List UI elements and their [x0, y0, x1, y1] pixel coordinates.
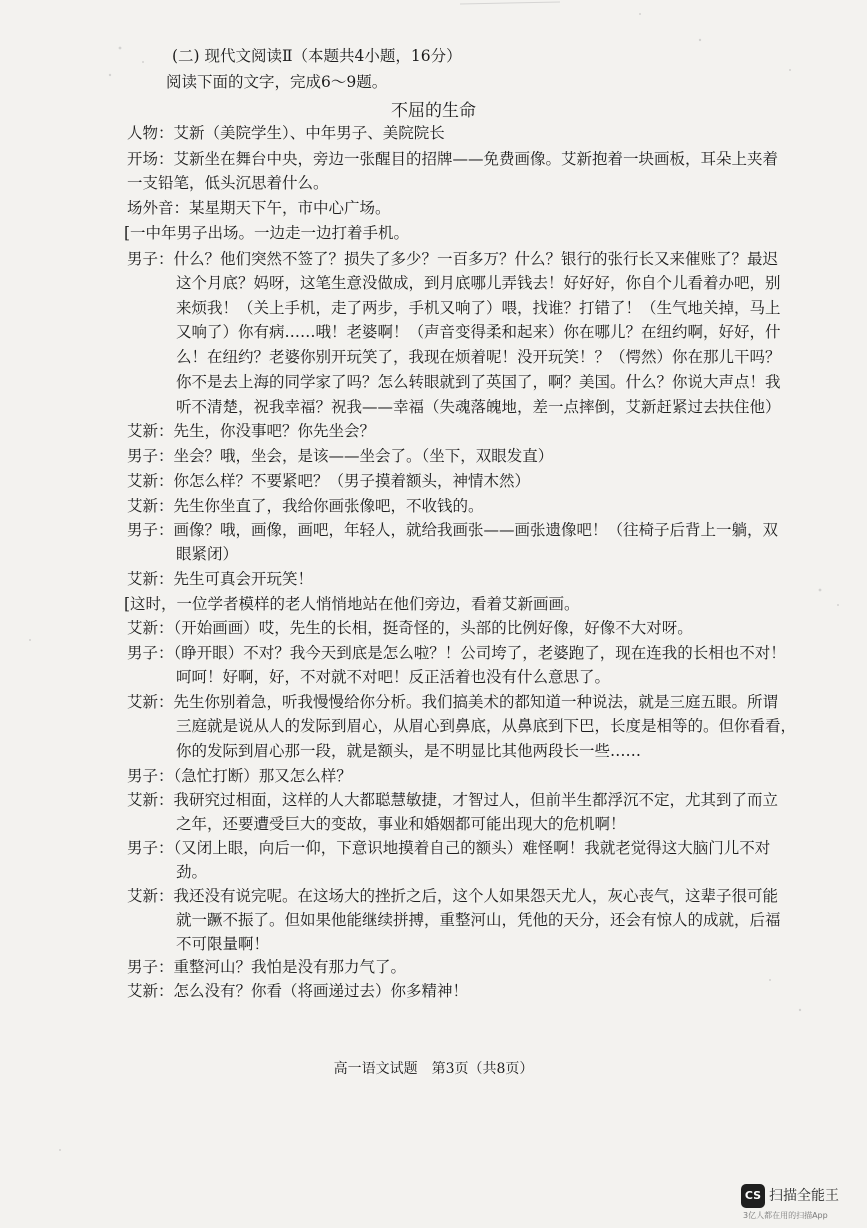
text-line: [这时，一位学者模样的老人悄悄地站在他们旁边，看着艾新画画。	[124, 595, 580, 613]
text-line: 么！在纽约？老婆你别开玩笑了，我现在烦着呢！没开玩笑！？（愕然）你在那儿干吗？	[176, 348, 781, 366]
text-line: 男子：什么？他们突然不签了？损失了多少？一百多万？什么？银行的张行长又来催账了？最迟	[127, 250, 779, 268]
section-instruction: 阅读下面的文字，完成6～9题。	[166, 73, 388, 91]
text-line: 一支铅笔，低头沉思着什么。	[127, 174, 329, 192]
play-title: 不屈的生命	[391, 101, 476, 121]
text-line: 男子：重整河山？我怕是没有那力气了。	[127, 958, 407, 976]
text-line: 这个月底？妈呀，这笔生意没做成，到月底哪儿弄钱去！好好好，你自个儿看着办吧，别	[176, 274, 781, 292]
page-footer: 高一语文试题 第3页（共8页）	[333, 1061, 534, 1077]
text-line: 三庭就是说从人的发际到眉心，从眉心到鼻底，从鼻底到下巴，长度是相等的。但你看看，	[176, 717, 797, 735]
watermark-tagline: 3亿人都在用的扫描App	[743, 1211, 828, 1220]
text-line: 就一蹶不振了。但如果他能继续拼搏，重整河山，凭他的天分，还会有惊人的成就，后福	[176, 911, 781, 929]
text-line: 艾新：先生可真会开玩笑！	[127, 570, 314, 588]
text-line: 呵呵！好啊，好，不对就不对吧！反正活着也没有什么意思了。	[176, 668, 611, 686]
text-line: 艾新：（开始画画）哎，先生的长相，挺奇怪的，头部的比例好像，好像不大对呀。	[127, 619, 693, 637]
watermark-app-name: 扫描全能王	[769, 1188, 839, 1204]
text-line: 艾新：先生，你没事吧？你先坐会？	[127, 422, 376, 440]
text-line: 场外音：某星期天下午，市中心广场。	[127, 199, 391, 217]
text-line: 艾新：先生你别着急，听我慢慢给你分析。我们搞美术的都知道一种说法，就是三庭五眼。所谓	[127, 693, 779, 711]
text-line: 艾新：我还没有说完呢。在这场大的挫折之后，这个人如果怨天尤人，灰心丧气，这辈子很可能	[127, 887, 779, 905]
camscanner-logo-icon: CS	[741, 1184, 765, 1208]
text-line: 你不是去上海的同学家了吗？怎么转眼就到了英国了，啊？美国。什么？你说大声点！我	[176, 373, 781, 391]
text-line: 听不清楚，祝我幸福？祝我——幸福（失魂落魄地，差一点摔倒，艾新赶紧过去扶住他）	[176, 398, 781, 416]
text-line: 男子：画像？哦，画像，画吧，年轻人，就给我画张——画张遗像吧！（往椅子后背上一躺，双	[127, 521, 779, 539]
section-heading: (二) 现代文阅读Ⅱ（本题共4小题，16分）	[172, 47, 462, 65]
text-line: 男子：（睁开眼）不对？我今天到底是怎么啦？！公司垮了，老婆跑了，现在连我的长相也不对！	[127, 644, 786, 662]
text-line: 之年，还要遭受巨大的变故，事业和婚姻都可能出现大的危机啊！	[176, 815, 626, 833]
text-line: 男子：坐会？哦，坐会，是该——坐会了。（坐下，双眼发直）	[127, 447, 554, 465]
text-line: 艾新：先生你坐直了，我给你画张像吧，不收钱的。	[127, 497, 484, 515]
text-line: [一中年男子出场。一边走一边打着手机。	[124, 224, 410, 242]
text-line: 眼紧闭）	[176, 545, 239, 563]
text-line: 你的发际到眉心那一段，就是额头，是不明显比其他两段长一些……	[176, 742, 642, 760]
text-line: 开场：艾新坐在舞台中央，旁边一张醒目的招牌——免费画像。艾新抱着一块画板，耳朵上夹着	[127, 150, 779, 168]
text-line: 来烦我！（关上手机，走了两步，手机又响了）喂，找谁？打错了！（生气地关掉，马上	[176, 299, 781, 317]
text-line: 艾新：怎么没有？你看（将画递过去）你多精神！	[127, 982, 469, 1000]
text-line: 艾新：我研究过相面，这样的人大都聪慧敏捷，才智过人，但前半生都浮沉不定，尤其到了而立	[127, 791, 779, 809]
text-line: 艾新：你怎么样？不要紧吧？（男子摸着额头，神情木然）	[127, 472, 531, 490]
scanner-watermark	[741, 1180, 853, 1220]
text-line: 不可限量啊！	[176, 935, 270, 953]
text-line: 人物：艾新（美院学生）、中年男子、美院院长	[127, 124, 445, 142]
text-line: 男子：（又闭上眼，向后一仰，下意识地摸着自己的额头）难怪啊！我就老觉得这大脑门儿不对	[127, 839, 771, 857]
text-line: 又响了）你有病……哦！老婆啊！（声音变得柔和起来）你在哪儿？在纽约啊，好好，什	[176, 323, 781, 341]
text-line: 男子：（急忙打断）那又怎么样？	[127, 767, 352, 785]
text-line: 劲。	[176, 863, 208, 881]
